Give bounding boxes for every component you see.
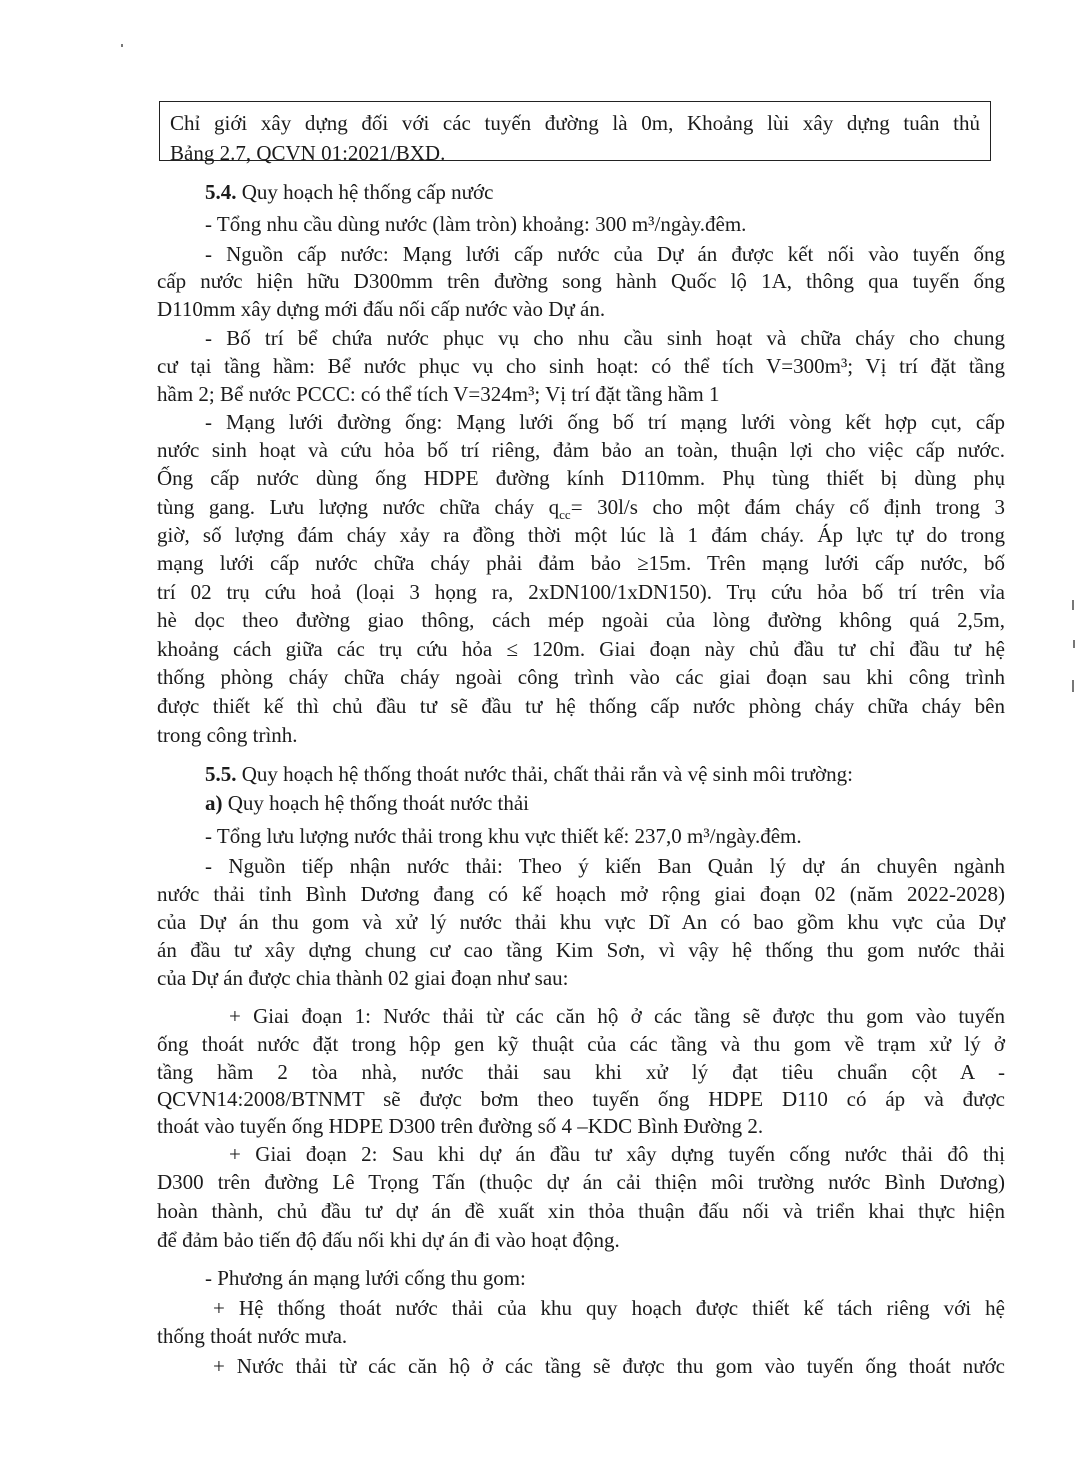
network-line: trong công trình. [157, 723, 298, 747]
network-line: hè dọc theo đường giao thông, cách mép ngoài của lòng đường không quá 2,5m, [157, 608, 1005, 632]
network-line: Ống cấp nước dùng ống HDPE đường kính D110mm. Phụ tùng thiết bị dùng phụ [157, 466, 1005, 490]
collection-network-heading: - Phương án mạng lưới cống thu gom: [205, 1266, 526, 1290]
network-line: khoảng cách giữa các trụ cứu hỏa ≤ 120m. Giai đoạn này chủ đầu tư chỉ đầu tư hệ [157, 637, 1005, 661]
receiving-line: án đầu tư xây dựng chung cư cao tầng Kim Sơn, vì vậy hệ thống thu gom nước thải [157, 938, 1005, 962]
wastewater-flow-line: - Tổng lưu lượng nước thải trong khu vực thiết kế: 237,0 m³/ngày.đêm. [205, 824, 802, 848]
network-line: giờ, số lượng đám cháy xảy ra đồng thời một lúc là 1 đám cháy. Áp lực tự do trong [157, 523, 1005, 547]
network-line: thống phòng cháy chữa cháy ngoài công trình vào các giai đoạn sau khi công trình [157, 665, 1005, 689]
last-line: + Nước thải từ các căn hộ ở các tầng sẽ được thu gom vào tuyến ống thoát nước [213, 1354, 1005, 1378]
q-subscript: cc [559, 507, 571, 523]
scan-speck [1072, 680, 1074, 692]
tanks-line: hầm 2; Bể nước PCCC: có thể tích V=324m³; Vị trí đặt tầng hầm 1 [157, 382, 720, 406]
network-line: nước sinh hoạt và cứu hỏa bố trí riêng, đảm bảo an toàn, thuận lợi cho việc cấp nước. [157, 438, 1005, 462]
receiving-line: của Dự án được chia thành 02 giai đoạn như sau: [157, 966, 569, 990]
water-source-line: cấp nước hiện hữu D300mm trên đường song hành Quốc lộ 1A, thông qua tuyến ống [157, 269, 1005, 293]
network-line: trí 02 trụ cứu hoả (loại 3 họng ra, 2xDN100/1xDN150). Trụ cứu hỏa bố trí trên vỉa [157, 580, 1005, 604]
separate-system-line: thống thoát nước mưa. [157, 1324, 348, 1348]
phase-2-line: D300 trên đường Lê Trọng Tấn (thuộc dự án cải thiện môi trường nước Bình Dương) [157, 1170, 1005, 1194]
phase-1-line: QCVN14:2008/BTNMT sẽ được bơm theo tuyến ống HDPE D110 có áp và được [157, 1087, 1005, 1111]
phase-1-line: tầng hầm 2 tòa nhà, nước thải sau khi xử lý đạt tiêu chuẩn cột A - [157, 1060, 1005, 1084]
section-5-4-heading: 5.4. Quy hoạch hệ thống cấp nước [205, 180, 494, 204]
network-line: tùng gang. Lưu lượng nước chữa cháy $q_{cc}= 30l/s$ cho một đám cháy cố định trong 3 [157, 495, 1005, 523]
boxed-note-line-1: Chỉ giới xây dựng đối với các tuyến đường là 0m, Khoảng lùi xây dựng tuân thủ [170, 111, 980, 135]
phase-1-line: ống thoát nước đặt trong hộp gen kỹ thuật của các tầng và thu gom về trạm xử lý ở [157, 1032, 1005, 1056]
boxed-note [159, 101, 991, 165]
tanks-line: cư tại tầng hầm: Bể nước phục vụ cho sinh hoạt: có thể tích V=300m³; Vị trí đặt tầng [157, 354, 1005, 378]
section-5-5-heading: 5.5. Quy hoạch hệ thống thoát nước thải, chất thải rắn và vệ sinh môi trường: [205, 762, 853, 786]
separate-system-line: + Hệ thống thoát nước thải của khu quy hoạch được thiết kế tách riêng với hệ [213, 1296, 1005, 1320]
receiving-line: - Nguồn tiếp nhận nước thải: Theo ý kiến Ban Quản lý dự án chuyên ngành [205, 854, 1005, 878]
phase-1-line: thoát vào tuyến ống HDPE D300 trên đường số 4 –KDC Bình Đường 2. [157, 1114, 764, 1138]
tanks-line: - Bố trí bể chứa nước phục vụ cho nhu cầu sinh hoạt và chữa cháy cho chung [205, 326, 1005, 350]
network-line: được thiết kế thì chủ đầu tư sẽ đầu tư hệ thống cấp nước phòng cháy chữa cháy bên [157, 694, 1005, 718]
phase-2-line: để đảm bảo tiến độ đấu nối khi dự án đi vào hoạt động. [157, 1228, 620, 1252]
phase-1-line: + Giai đoạn 1: Nước thải từ các căn hộ ở các tầng sẽ được thu gom vào tuyến [229, 1004, 1005, 1028]
scan-speck [121, 44, 123, 47]
scan-speck [1072, 600, 1074, 610]
network-line: mạng lưới cấp nước chữa cháy phải đảm bảo ≥15m. Trên mạng lưới cấp nước, bố [157, 551, 1005, 575]
phase-2-line: + Giai đoạn 2: Sau khi dự án đầu tư xây dựng tuyến cống nước thải đô thị [229, 1142, 1005, 1166]
scan-speck [1073, 640, 1075, 648]
receiving-line: nước thải tỉnh Bình Dương đang có kế hoạch mở rộng giai đoạn 02 (năm 2022-2028) [157, 882, 1005, 906]
water-source-line: - Nguồn cấp nước: Mạng lưới cấp nước của Dự án được kết nối vào tuyến ống [205, 242, 1005, 266]
subsection-a-heading: a) Quy hoạch hệ thống thoát nước thải [205, 791, 529, 815]
water-demand-line: - Tổng nhu cầu dùng nước (làm tròn) khoảng: 300 m³/ngày.đêm. [205, 212, 747, 236]
receiving-line: của Dự án thu gom và xử lý nước thải khu vực Dĩ An có bao gồm khu vực của Dự [157, 910, 1005, 934]
water-source-line: D110mm xây dựng mới đấu nối cấp nước vào Dự án. [157, 297, 606, 321]
phase-2-line: hoàn thành, chủ đầu tư dự án đề xuất xin thỏa thuận đấu nối và triển khai thực hiện [157, 1199, 1005, 1223]
boxed-note-line-2: Bảng 2.7, QCVN 01:2021/BXD. [170, 141, 446, 165]
network-line: - Mạng lưới đường ống: Mạng lưới ống bố trí mạng lưới vòng kết hợp cụt, cấp [205, 410, 1005, 434]
